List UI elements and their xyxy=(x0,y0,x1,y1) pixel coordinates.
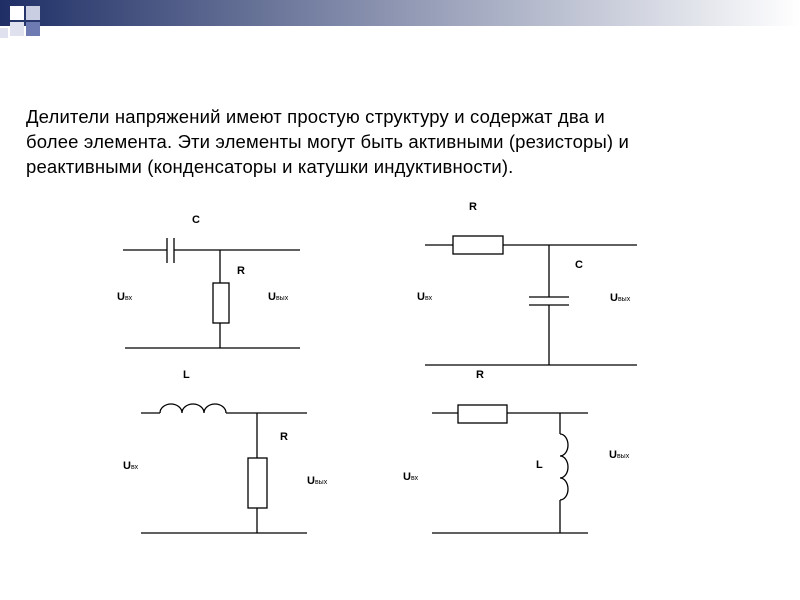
input-voltage-label: Uвх xyxy=(417,291,433,303)
resistor-label: R xyxy=(476,369,484,381)
inductor-coil xyxy=(160,404,226,413)
inductor-label: L xyxy=(536,459,543,471)
resistor-label: R xyxy=(237,265,245,277)
input-voltage-label: Uвх xyxy=(123,460,139,472)
resistor-label: R xyxy=(280,431,288,443)
output-voltage-label: Uвых xyxy=(609,449,630,461)
circuit-cr xyxy=(117,214,300,348)
resistor xyxy=(213,283,229,323)
output-voltage-label: Uвых xyxy=(610,292,631,304)
circuit-rc xyxy=(417,201,637,365)
circuit-rl xyxy=(403,369,630,533)
text-line: реактивными (конденсаторы и катушки индуктивности). xyxy=(26,156,514,177)
resistor xyxy=(248,458,267,508)
output-voltage-label: Uвых xyxy=(307,475,328,487)
capacitor-label: C xyxy=(192,214,200,226)
text-line: более элемента. Эти элементы могут быть активными (резисторы) и xyxy=(26,131,629,152)
input-voltage-label: Uвх xyxy=(403,471,419,483)
input-voltage-label: Uвх xyxy=(117,291,133,303)
capacitor-label: C xyxy=(575,259,583,271)
inductor-label: L xyxy=(183,369,190,381)
resistor xyxy=(458,405,507,423)
circuit-lr xyxy=(123,369,328,533)
text-line: Делители напряжений имеют простую структуру и содержат два и xyxy=(26,106,605,127)
resistor-label: R xyxy=(469,201,477,213)
inductor-coil xyxy=(560,434,568,500)
resistor xyxy=(453,236,503,254)
output-voltage-label: Uвых xyxy=(268,291,289,303)
